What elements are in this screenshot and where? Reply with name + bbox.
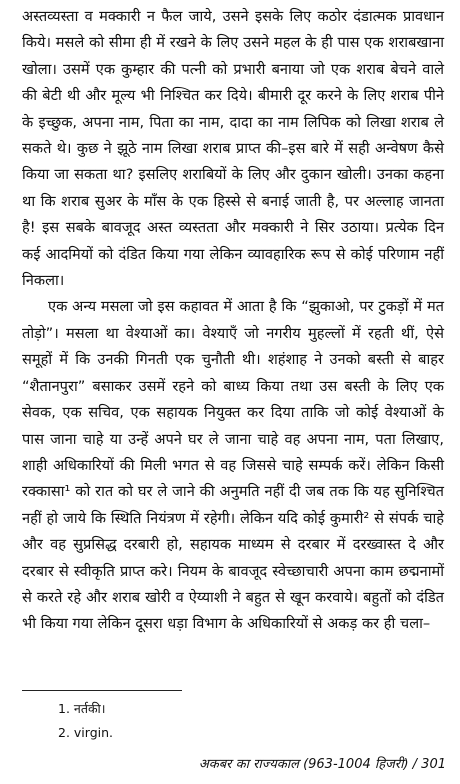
footnotes — [22, 690, 262, 745]
paragraph-1: अस्तव्यस्ता व मक्कारी न फैल जाये, उसने इसके लिए कठोर दंडात्मक प्रावधान किये। मसले को सीमा ही में रखने के लिए उसने महल के ही पास एक शराबखाना खोला। उसमें एक कुम्हार की पत्नी को प्रभारी बनाया जो एक शराब बेचने वाले की बेटी थी और मूल्य भी निश्चित कर दिये। बीमारी दूर करने के लिए शराब पीने के इच्छुक, अपना नाम, पिता का नाम, दादा का नाम लिपिक को लिखा शराब ले सकते थे। कुछ ने झूठे नाम लिखा शराब प्राप्त की–इस बारे में सही अन्वेषण कैसे किया जा सकता था? इसलिए शराबियों के लिए और दुकान खोली। उनका कहना था कि शराब सुअर के माँस के एक हिस्से से बनाई जाती है, पर अल्लाह जानता है! इस सबके बावजूद अस्त व्यस्तता और मक्कारी ने सिर उठाया। प्रत्येक दिन कई आदमियों को दंडित किया गया लेकिन व्यावहारिक रूप से कोई परिणाम नहीं निकला। — [22, 8, 444, 290]
footnote-1: 1. नर्तकी। — [58, 701, 106, 716]
running-footer: अकबर का राज्यकाल (963-1004 हिजरी) / 301 — [198, 757, 446, 772]
paragraph-2 — [22, 294, 444, 637]
footnote-2: 2. virgin. — [58, 725, 113, 740]
footnote-rule — [22, 690, 182, 691]
paragraph-2-text: एक अन्य मसला जो इस कहावत में आता है कि “झुकाओ, पर टुकड़ों में मत तोड़ो”। मसला था वेश्याओं का। वेश्याएँ जो नगरीय मुहल्लों में रहती थीं, ऐसे समूहों में कि उनकी गिनती एक चुनौती थी। शहंशाह ने उनको बस्ती से बाहर “शैतानपुरा” बसाकर उसमें रहने को बाध्य किया तथा उस बस्ती के लिए एक सेवक, एक सचिव, एक सहायक नियुक्त कर दिया ताकि जो कोई वेश्याओं के पास जाना चाहे या उन्हें अपने घर ले जाना चाहे वह अपना नाम, पता लिखाए, शाही अधिकारियों की मिली भगत से वह जिससे चाहे सम्पर्क करें। लेकिन किसी रक्कासा¹ को रात को घर ले जाने की अनुमति नहीं दी जब तक कि यह सुनिश्चित नहीं हो जाये कि स्थिति नियंत्रण में रहेगी। लेकिन यदि कोई कुमारी² से संपर्क चाहे और वह सुप्रसिद्ध दरबारी हो, सहायक माध्यम से दरबार में दरख्वास्त दे और दरबार से स्वीकृति प्राप्त करे। नियम के बावजूद स्वेच्छाचारी अपना काम छद्मनामों से करते रहे और शराब खोरी व ऐय्याशी ने बहुत से खून करवाये। बहुतों को दंडित भी किया गया लेकिन दूसरा धड़ा विभाग के अधिकारियों से अकड़ कर ही चला– — [22, 298, 444, 633]
